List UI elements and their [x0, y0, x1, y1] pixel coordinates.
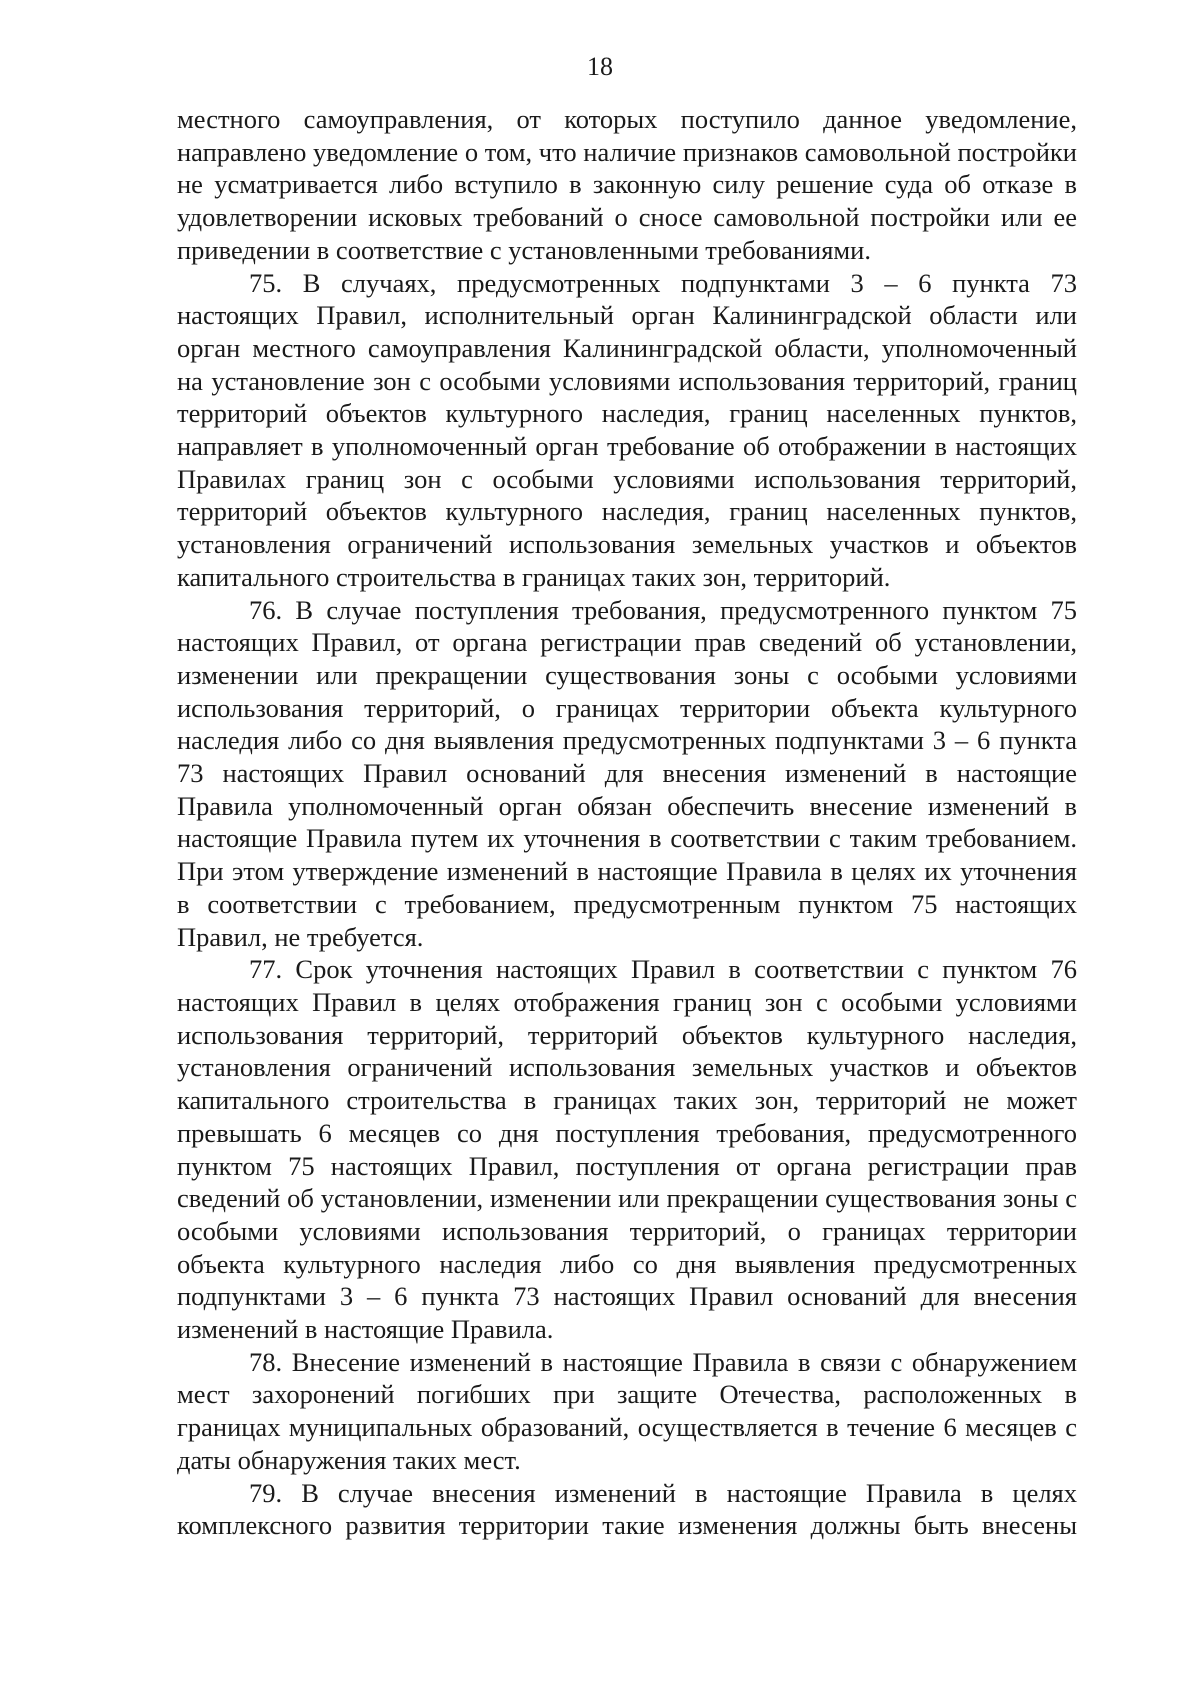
paragraph-item-79: 79. В случае внесения изменений в настоящие Правила в целях комплексного развития территории такие изменения должны быть внесены [177, 1477, 1077, 1541]
document-body [177, 103, 1077, 1542]
paragraph-continuation: местного самоуправления, от которых поступило данное уведомление, направлено уведомление о том, что наличие признаков самовольной постройки не усматривается либо вступило в законную силу решение суда об отказе в удовлетворении исковых требований о сносе самовольной постройки или ее приведении в соответствие с установленными требованиями. [177, 104, 1077, 265]
paragraph-item-78: 78. Внесение изменений в настоящие Правила в связи с обнаружением мест захоронений погибших при защите Отечества, расположенных в границах муниципальных образований, осуществляется в течение 6 месяцев с даты обнаружения таких мест. [177, 1346, 1077, 1475]
paragraph-item-75: 75. В случаях, предусмотренных подпунктами 3 – 6 пункта 73 настоящих Правил, исполнительный орган Калининградской области или орган местного самоуправления Калининградской области, уполномоченный на установление зон с особыми условиями использования территорий, границ территорий объектов культурного наследия, границ населенных пунктов, направляет в уполномоченный орган требование об отображении в настоящих Правилах границ зон с особыми условиями использования территорий, территорий объектов культурного наследия, границ населенных пунктов, установления ограничений использования земельных участков и объектов капитального строительства в границах таких зон, территорий. [177, 267, 1077, 592]
page-number: 18 [587, 52, 613, 81]
paragraph-item-76: 76. В случае поступления требования, предусмотренного пунктом 75 настоящих Правил, от органа регистрации прав сведений об установлении, изменении или прекращении существования зоны с особыми условиями использования территорий, о границах территории объекта культурного наследия либо со дня выявления предусмотренных подпунктами 3 – 6 пункта 73 настоящих Правил оснований для внесения изменений в настоящие Правила уполномоченный орган обязан обеспечить внесение изменений в настоящие Правила путем их уточнения в соответствии с таким требованием. При этом утверждение изменений в настоящие Правила в целях их уточнения в соответствии с требованием, предусмотренным пунктом 75 настоящих Правил, не требуется. [177, 594, 1077, 952]
paragraph-item-77: 77. Срок уточнения настоящих Правил в соответствии с пунктом 76 настоящих Правил в целях отображения границ зон с особыми условиями использования территорий, территорий объектов культурного наследия, установления ограничений использования земельных участков и объектов капитального строительства в границах таких зон, территорий не может превышать 6 месяцев со дня поступления требования, предусмотренного пунктом 75 настоящих Правил, поступления от органа регистрации прав сведений об установлении, изменении или прекращении существования зоны с особыми условиями использования территорий, о границах территории объекта культурного наследия либо со дня выявления предусмотренных подпунктами 3 – 6 пункта 73 настоящих Правил оснований для внесения изменений в настоящие Правила. [177, 954, 1077, 1345]
